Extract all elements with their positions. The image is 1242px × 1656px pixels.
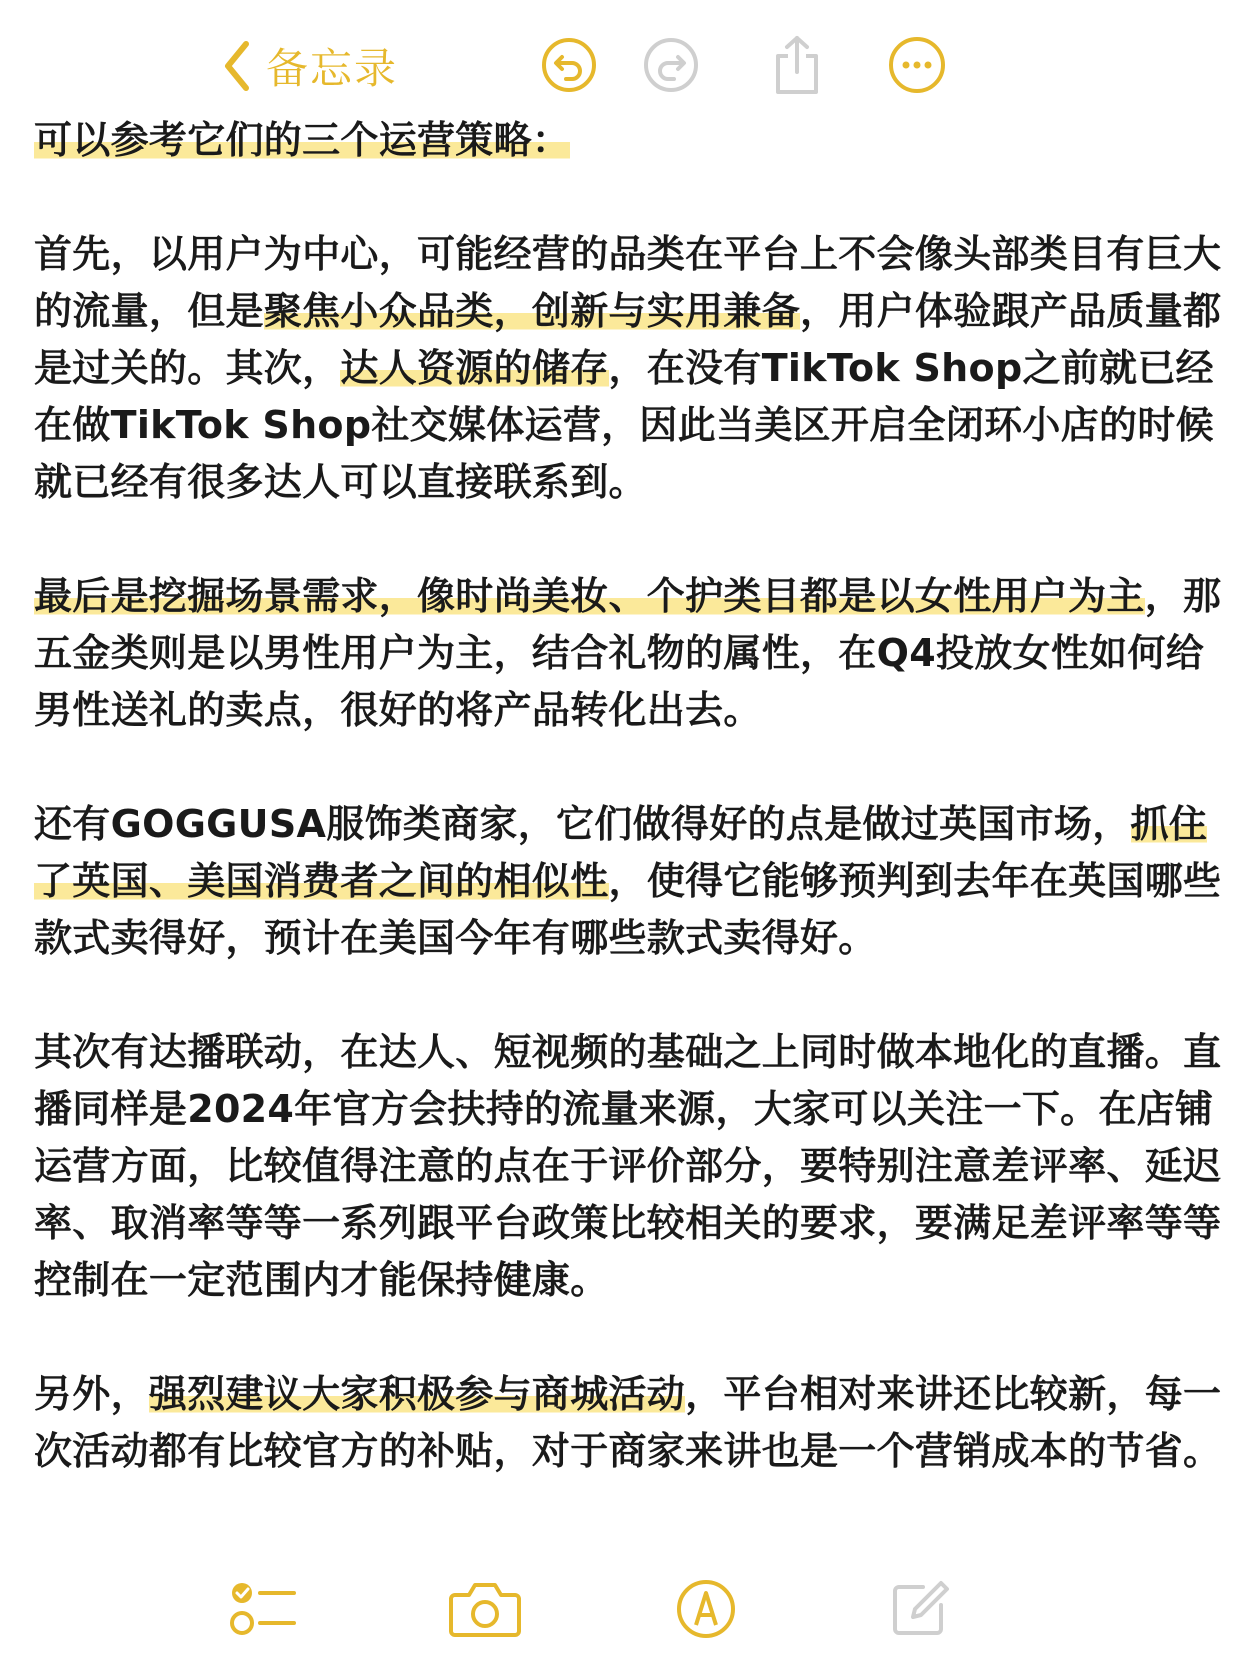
- compose-button[interactable]: [880, 1574, 960, 1644]
- redo-icon: [642, 36, 700, 94]
- note-text: 其次有达播联动，在达人、短视频的基础之上同时做本地化的直播。直播同样是2024年官方会扶持的流量来源，大家可以关注一下。在店铺运营方面，比较值得注意的点在于评价部分，要特别注意差评率、延迟率、取消率等等一系列跟平台政策比较相关的要求，要满足差评率等等控制在一定范围内才能保持健康。: [34, 1030, 1222, 1302]
- checklist-button[interactable]: [224, 1574, 304, 1644]
- highlighted-text: 最后是挖掘场景需求，像时尚美妆、个护类目都是以女性用户为主: [34, 574, 1145, 618]
- highlighted-text: 聚焦小众品类，创新与实用兼备: [263, 289, 801, 333]
- note-text: ，用户体验跟产品质量都是过关的。其次，: [34, 289, 1222, 390]
- note-paragraph: [34, 796, 1224, 967]
- undo-button[interactable]: [538, 34, 600, 96]
- highlighted-text: 强烈建议大家积极参与商城活动: [148, 1372, 686, 1416]
- back-button[interactable]: [222, 38, 398, 94]
- note-paragraph: [34, 112, 1224, 169]
- back-label: 备忘录: [266, 44, 399, 93]
- chevron-left-icon: [222, 40, 252, 92]
- markup-button[interactable]: [666, 1574, 746, 1644]
- more-icon: [887, 35, 947, 95]
- bottom-toolbar: [0, 1560, 1242, 1656]
- highlighted-text: 抓住了英国、美国消费者之间的相似性: [34, 802, 1208, 903]
- markup-icon: [674, 1577, 738, 1641]
- note-paragraph: [34, 226, 1224, 511]
- note-text: ，那五金类则是以男性用户为主，结合礼物的属性，在Q4投放女性如何给男性送礼的卖点，很好的将产品转化出去。: [34, 574, 1222, 732]
- note-paragraph: [34, 1024, 1224, 1309]
- note-text: 首先，以用户为中心，可能经营的品类在平台上不会像头部类目有巨大的流量，但是: [34, 232, 1222, 333]
- compose-icon: [887, 1577, 953, 1641]
- note-text: 另外，: [34, 1372, 149, 1416]
- note-paragraph: [34, 1366, 1224, 1480]
- checklist-icon: [228, 1579, 300, 1639]
- highlighted-text: 可以参考它们的三个运营策略：: [34, 118, 571, 162]
- note-paragraph: [34, 568, 1224, 739]
- note-text: ，使得它能够预判到去年在英国哪些款式卖得好，预计在美国今年有哪些款式卖得好。: [34, 859, 1222, 960]
- navigation-bar: [0, 0, 1242, 120]
- note-body[interactable]: [34, 112, 1224, 1480]
- more-button[interactable]: [886, 34, 948, 96]
- camera-icon: [447, 1579, 523, 1639]
- share-button[interactable]: [766, 34, 828, 96]
- undo-icon: [540, 36, 598, 94]
- note-text: 还有GOGGUSA服饰类商家，它们做得好的点是做过英国市场，: [34, 802, 1131, 846]
- note-text: ，平台相对来讲还比较新，每一次活动都有比较官方的补贴，对于商家来讲也是一个营销成本的节省。: [34, 1372, 1222, 1473]
- redo-button[interactable]: [640, 34, 702, 96]
- camera-button[interactable]: [445, 1574, 525, 1644]
- highlighted-text: 达人资源的储存: [340, 346, 609, 390]
- share-icon: [768, 34, 826, 96]
- note-text: ，在没有TikTok Shop之前就已经在做TikTok Shop社交媒体运营，因此当美区开启全闭环小店的时候就已经有很多达人可以直接联系到。: [34, 346, 1214, 504]
